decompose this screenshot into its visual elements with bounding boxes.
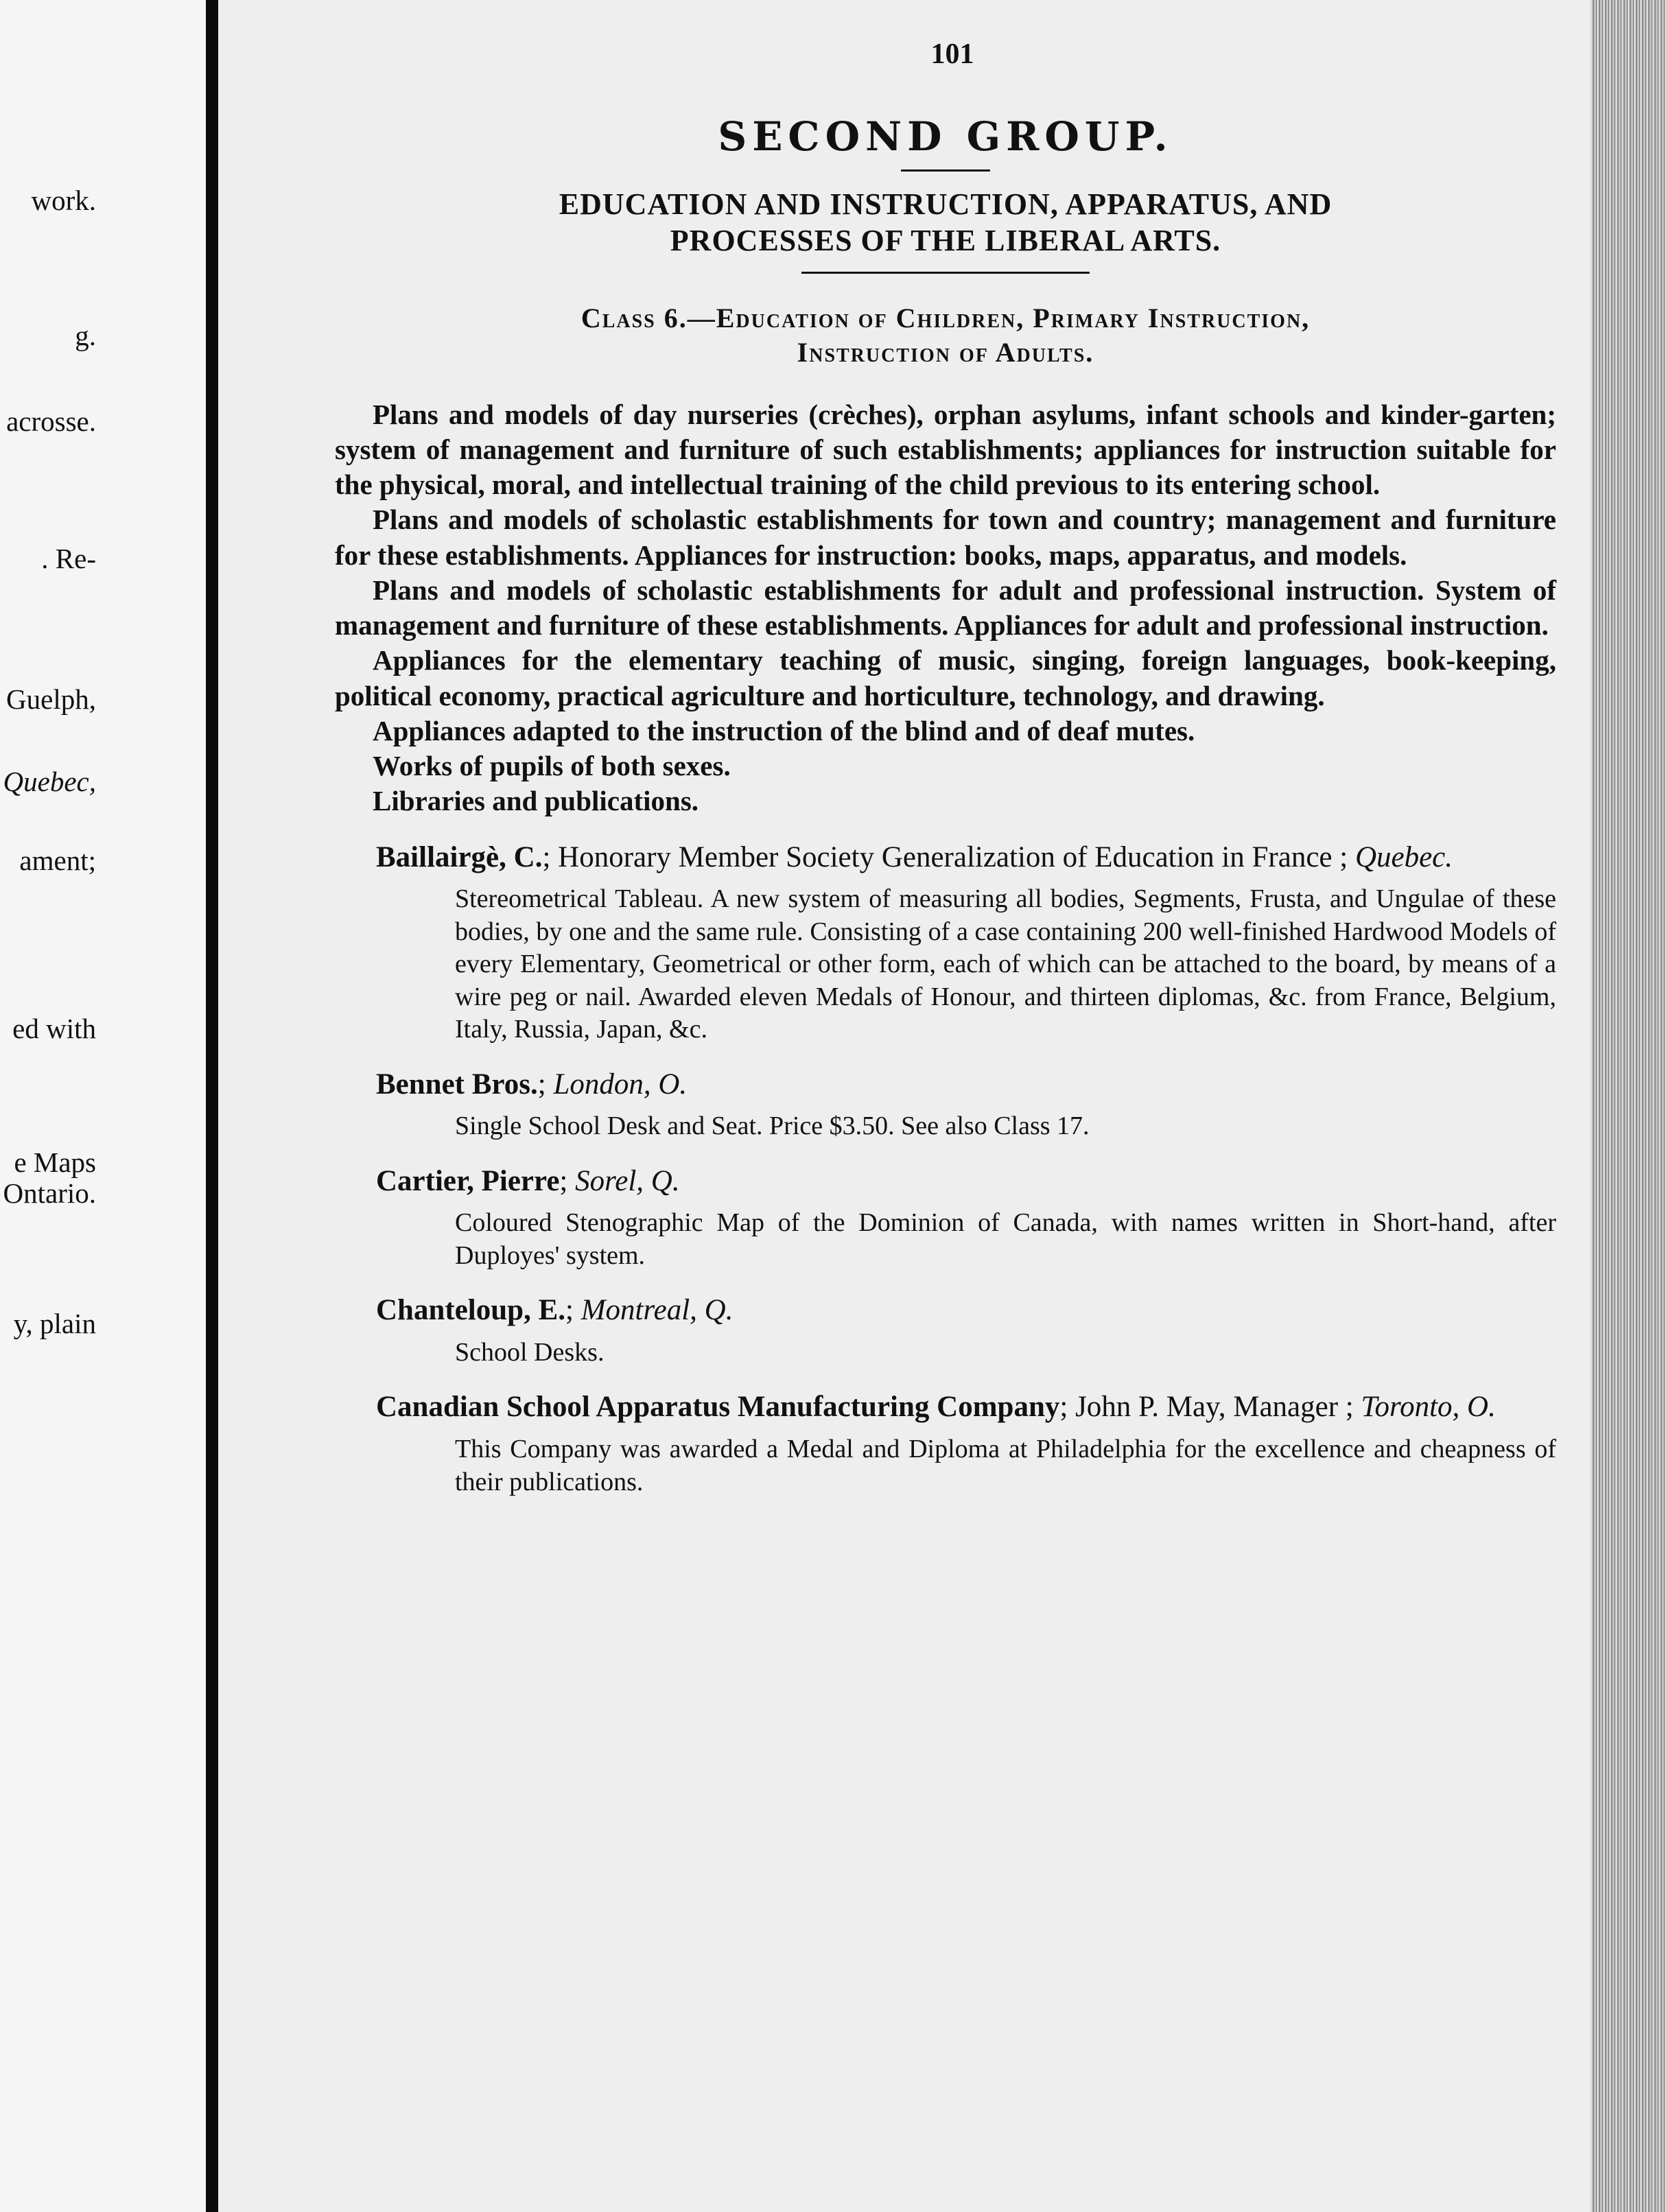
exhibitor-heading xyxy=(335,1164,1556,1199)
left-fragment: Guelph, xyxy=(6,683,96,715)
left-fragment: ed with xyxy=(12,1013,96,1044)
group-subtitle xyxy=(335,187,1556,259)
exhibitor-detail: ; xyxy=(537,1068,554,1101)
title-divider xyxy=(901,169,990,172)
exhibitor-heading xyxy=(335,1293,1556,1328)
left-fragment: Ontario. xyxy=(3,1177,96,1209)
left-fragment: acrosse. xyxy=(6,405,96,437)
exhibitor-name: Canadian School Apparatus Manufacturing Company xyxy=(376,1391,1060,1424)
exhibitor-description: Single School Desk and Seat. Price $3.50. See also Class 17. xyxy=(455,1111,1090,1141)
exhibitor-description: School Desks. xyxy=(455,1337,605,1367)
paragraph: Appliances adapted to the instruction of the blind and of deaf mutes. xyxy=(373,714,1195,746)
exhibitor-name: Baillairgè, C. xyxy=(376,840,543,873)
exhibitor-heading xyxy=(335,840,1556,875)
paragraph: Plans and models of scholastic establishments for town and country; management and furniture for these establishments. Appliances for instruction: books, maps, apparatus, and models. xyxy=(335,504,1556,571)
exhibitor-location: Montreal, Q. xyxy=(580,1294,734,1327)
left-fragment: y, plain xyxy=(13,1308,96,1339)
exhibitor-detail: ; xyxy=(559,1164,576,1197)
exhibitor-location: London, O. xyxy=(553,1068,688,1101)
exhibitor-description: This Company was awarded a Medal and Diploma at Philadelphia for the excellence and cheapness of their publications. xyxy=(455,1435,1556,1496)
exhibitor-entry xyxy=(335,1164,1556,1273)
page-content xyxy=(335,38,1556,1498)
paragraph: Works of pupils of both sexes. xyxy=(373,750,731,782)
exhibitor-name: Cartier, Pierre xyxy=(376,1164,560,1197)
group-subtitle-line: EDUCATION AND INSTRUCTION, APPARATUS, AND xyxy=(559,187,1333,221)
main-page xyxy=(218,0,1591,2212)
left-fragment: e Maps xyxy=(14,1146,96,1178)
page-edges xyxy=(1591,0,1666,2212)
exhibitor-name: Bennet Bros. xyxy=(376,1068,538,1101)
exhibitor-heading xyxy=(335,1067,1556,1103)
exhibitor-detail: ; Honorary Member Society Generalization of Education in France ; xyxy=(542,840,1355,873)
exhibitor-detail: ; John P. May, Manager ; xyxy=(1059,1391,1361,1424)
book-gutter xyxy=(206,0,218,2212)
group-title: SECOND GROUP. xyxy=(718,113,1173,160)
paragraph: Plans and models of scholastic establishments for adult and professional instruction. System of management and furniture of these establishments. Appliances for adult and professional instruction. xyxy=(335,574,1556,642)
exhibitor-description: Coloured Stenographic Map of the Dominion of Canada, with names written in Short-hand, after Duployes' system. xyxy=(455,1208,1556,1270)
paragraph: Plans and models of day nurseries (crèches), orphan asylums, infant schools and kinder-garten; system of management and furniture of such establishments; appliances for instruction suitable for the physical, moral, and intellectual training of the child previous to its entering school. xyxy=(335,398,1556,501)
left-fragment: ament; xyxy=(19,845,96,876)
exhibitor-entry xyxy=(335,1067,1556,1143)
class-heading-line: Instruction of Adults. xyxy=(797,336,1094,368)
left-fragment: Quebec, xyxy=(3,766,96,797)
exhibitor-name: Chanteloup, E. xyxy=(376,1294,565,1327)
left-fragment: work. xyxy=(31,185,96,216)
subtitle-divider xyxy=(801,272,1090,274)
exhibitor-location: Quebec. xyxy=(1354,840,1453,873)
class-heading xyxy=(335,301,1556,370)
exhibitor-detail: ; xyxy=(565,1294,581,1327)
left-facing-page xyxy=(0,0,206,2212)
group-subtitle-line: PROCESSES OF THE LIBERAL ARTS. xyxy=(670,223,1221,257)
left-fragment: . Re- xyxy=(41,543,96,574)
page-number: 101 xyxy=(930,38,974,70)
exhibitor-entry xyxy=(335,1293,1556,1369)
paragraph: Appliances for the elementary teaching of music, singing, foreign languages, book-keeping, political economy, practical agriculture and horticulture, technology, and drawing. xyxy=(335,644,1556,711)
exhibitor-location: Toronto, O. xyxy=(1361,1391,1496,1424)
exhibitor-location: Sorel, Q. xyxy=(575,1164,680,1197)
exhibitor-heading xyxy=(335,1389,1556,1425)
exhibitor-entry xyxy=(335,840,1556,1046)
paragraph: Libraries and publications. xyxy=(373,785,699,817)
class-heading-line: Class 6.—Education of Children, Primary Instruction, xyxy=(580,302,1311,333)
left-fragment: g. xyxy=(75,320,96,351)
class-description xyxy=(335,397,1556,819)
exhibitor-entry xyxy=(335,1389,1556,1498)
exhibitor-description: Stereometrical Tableau. A new system of measuring all bodies, Segments, Frusta, and Ungulae of these bodies, by one and the same rule. Consisting of a case containing 200 well-finished Hardwood Models of every Elementary, Geometrical or other form, each of which can be attached to the board, by means of a wire peg or nail. Awarded eleven Medals of Honour, and thirteen diplomas, &c. from France, Belgium, Italy, Russia, Japan, &c. xyxy=(455,884,1556,1044)
